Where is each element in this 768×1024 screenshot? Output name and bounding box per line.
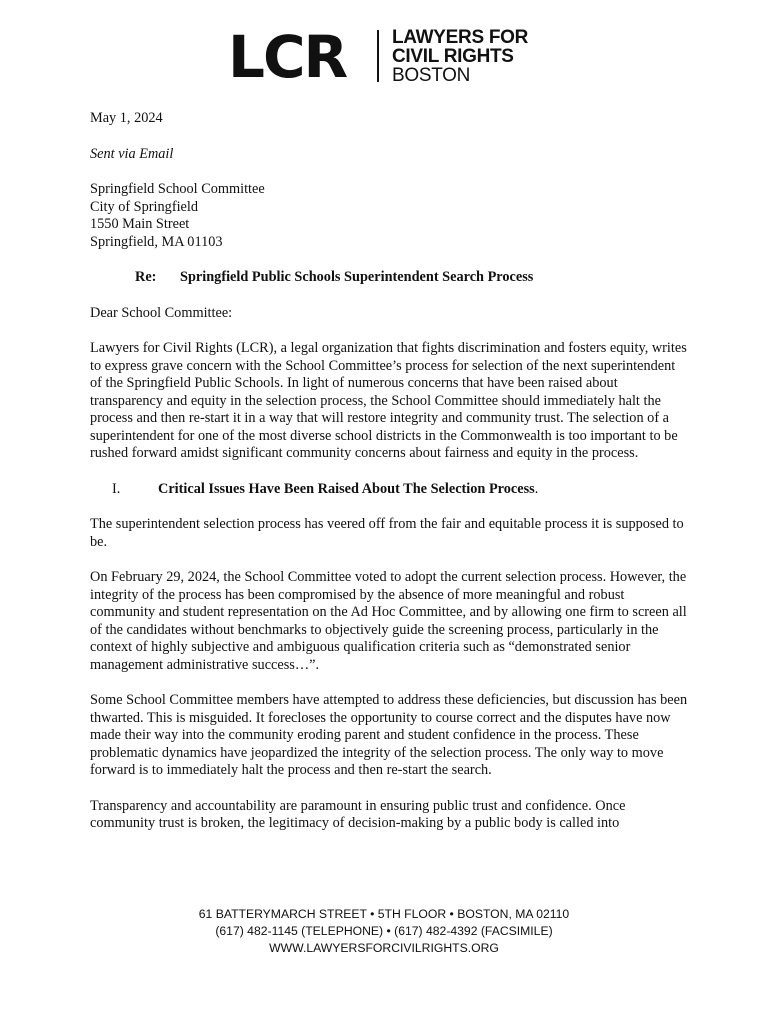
recipient-address (90, 181, 690, 251)
logo-mark: LCR (228, 23, 347, 91)
recipient-line: Springfield School Committee (90, 181, 265, 197)
intro-paragraph: Lawyers for Civil Rights (LCR), a legal organization that fights discrimination and fosters equity, writes to express grave concern with the School Committee’s process for selection of the next superintendent of the Springfield Public Schools. In light of numerous concerns that have been raised about transparency and equity in the selection process, the School Committee should immediately halt the process and then re-start it in a way that will restore integrity and community trust. The selection of a superintendent for one of the most diverse school districts in the Commonwealth is too important to be rushed forward amidst significant community concerns about fairness and equity in the process. (90, 340, 687, 461)
logo-line-1: LAWYERS FOR (392, 27, 529, 48)
body-paragraph: Transparency and accountability are paramount in ensuring public trust and confidence. Once community trust is broken, the legitimacy of decision-making by a public body is called into (90, 797, 626, 831)
footer-phones: (617) 482-1145 (TELEPHONE) • (617) 482-4392 (FACSIMILE) (215, 924, 553, 938)
section-heading (90, 481, 690, 499)
recipient-line: City of Springfield (90, 198, 199, 215)
logo-divider (377, 30, 379, 82)
subject-text: Springfield Public Schools Superintendent Search Process (180, 269, 534, 285)
salutation: Dear School Committee: (90, 304, 233, 321)
letter-date: May 1, 2024 (90, 110, 163, 126)
logo-line-3: BOSTON (392, 65, 471, 86)
section-title: Critical Issues Have Been Raised About The Selection Process (158, 480, 535, 497)
recipient-line: 1550 Main Street (90, 216, 190, 232)
organization-logo (228, 23, 548, 91)
body-paragraph: Some School Committee members have attempted to address these deficiencies, but discussion has been thwarted. This is misguided. It forecloses the opportunity to course correct and the disputes have now made their way into the community eroding parent and student confidence in the process. These problematic dynamics have jeopardized the integrity of the selection process. The only way to move forward is to immediately halt the process and then re-start the search. (90, 692, 688, 778)
body-paragraph: On February 29, 2024, the School Committee voted to adopt the current selection process. However, the integrity of the process has been compromised by the absence of more meaningful and robust community and student representation on the Ad Hoc Committee, and by allowing one firm to screen all of the candidates without benchmarks to objectively guide the screening process, particularly in the context of highly subjective and ambiguous qualification criteria such as “demonstrated senior management administrative success…”. (90, 569, 687, 673)
section-number: I. (112, 480, 121, 497)
recipient-line: Springfield, MA 01103 (90, 233, 223, 250)
logo-wordmark (392, 28, 528, 85)
footer-website: WWW.LAWYERSFORCIVILRIGHTS.ORG (269, 941, 499, 955)
subject-label: Re: (135, 269, 157, 285)
letterhead-footer (0, 906, 768, 957)
logo-line-2: CIVIL RIGHTS (392, 46, 514, 67)
letter-body (90, 110, 690, 851)
section-title-period: . (534, 480, 539, 497)
delivery-method: Sent via Email (90, 145, 174, 162)
footer-address: 61 BATTERYMARCH STREET • 5TH FLOOR • BOSTON, MA 02110 (198, 907, 570, 921)
body-paragraph: The superintendent selection process has veered off from the fair and equitable process it is supposed to be. (90, 516, 684, 550)
subject-line (90, 269, 690, 287)
